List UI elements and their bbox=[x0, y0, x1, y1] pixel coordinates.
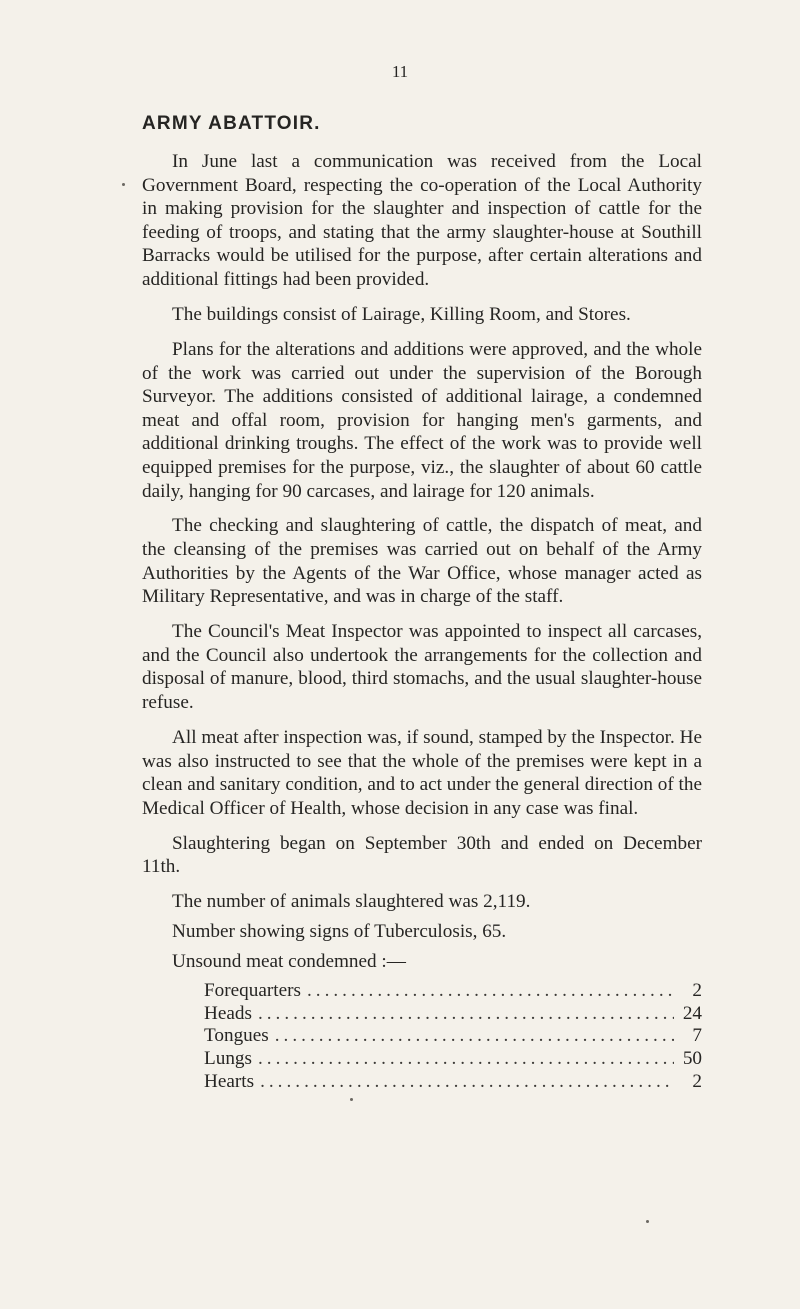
animals-slaughtered-line: The number of animals slaughtered was 2,119. bbox=[172, 891, 531, 913]
item-label: Hearts bbox=[204, 1070, 255, 1092]
paragraph: Slaughtering began on September 30th and ended on December 11th. bbox=[142, 832, 702, 878]
dot-leader bbox=[260, 1070, 674, 1094]
paragraph: The buildings consist of Lairage, Killing Room, and Stores. bbox=[172, 303, 631, 325]
section-heading: ARMY ABATTOIR. bbox=[142, 113, 321, 134]
condemned-intro: Unsound meat condemned :— bbox=[172, 950, 406, 972]
item-count: 2 bbox=[692, 1070, 702, 1092]
list-item bbox=[204, 1002, 702, 1025]
item-label: Tongues bbox=[204, 1025, 269, 1047]
item-label: Heads bbox=[204, 1002, 252, 1024]
dot-leader bbox=[258, 1002, 674, 1026]
margin-mark bbox=[646, 1220, 649, 1223]
margin-mark bbox=[122, 183, 125, 186]
item-count: 50 bbox=[682, 1047, 702, 1069]
item-label: Lungs bbox=[204, 1047, 252, 1069]
margin-mark bbox=[350, 1098, 353, 1101]
list-item bbox=[204, 1024, 702, 1047]
item-label: Forequarters bbox=[204, 980, 301, 1002]
condemned-list bbox=[142, 979, 702, 1092]
list-item bbox=[204, 1047, 702, 1070]
paragraph: The checking and slaughtering of cattle, the dispatch of meat, and the cleansing of the premises was carried out on behalf of the Army Authorities by the Agents of the War Office, whose manager acted as Military Representative, and was in charge of the staff. bbox=[142, 515, 702, 608]
page-number: 11 bbox=[391, 62, 409, 81]
item-count: 24 bbox=[682, 1002, 702, 1024]
paragraph: All meat after inspection was, if sound, stamped by the Inspector. He was also instructed to see that the whole of the premises were kept in a clean and sanitary condition, and to act under the general direction of the Medical Officer of Health, whose decision in any case was final. bbox=[142, 727, 702, 819]
paragraph: Plans for the alterations and additions were approved, and the whole of the work was carried out under the supervision of the Borough Surveyor. The additions consisted of additional lairage, a condemned meat and offal room, provision for hanging men's garments, and additional drinking troughs. The effect of the work was to provide well equipped premises for the purpose, viz., the slaughter of about 60 cattle daily, hanging for 90 carcases, and lairage for 120 animals. bbox=[142, 338, 702, 502]
paragraph: The Council's Meat Inspector was appointed to inspect all carcases, and the Council also undertook the arrangements for the collection and disposal of manure, blood, third stomachs, and the usual slaughter-house refuse. bbox=[142, 621, 702, 714]
list-item bbox=[204, 979, 702, 1002]
dot-leader bbox=[307, 979, 674, 1003]
body-text bbox=[142, 150, 702, 1092]
dot-leader bbox=[275, 1024, 674, 1048]
list-item bbox=[204, 1070, 702, 1093]
item-count: 2 bbox=[692, 980, 702, 1002]
tuberculosis-line: Number showing signs of Tuberculosis, 65. bbox=[172, 920, 507, 942]
dot-leader bbox=[258, 1047, 674, 1071]
item-count: 7 bbox=[692, 1025, 702, 1047]
paragraph: In June last a communication was received from the Local Government Board, respecting the co-operation of the Local Authority in making provision for the slaughter and inspection of cattle for the feeding of troops, and stating that the army slaughter-house at Southill Barracks would be utilised for the purpose, after certain alterations and additional fittings had been provided. bbox=[142, 151, 702, 290]
